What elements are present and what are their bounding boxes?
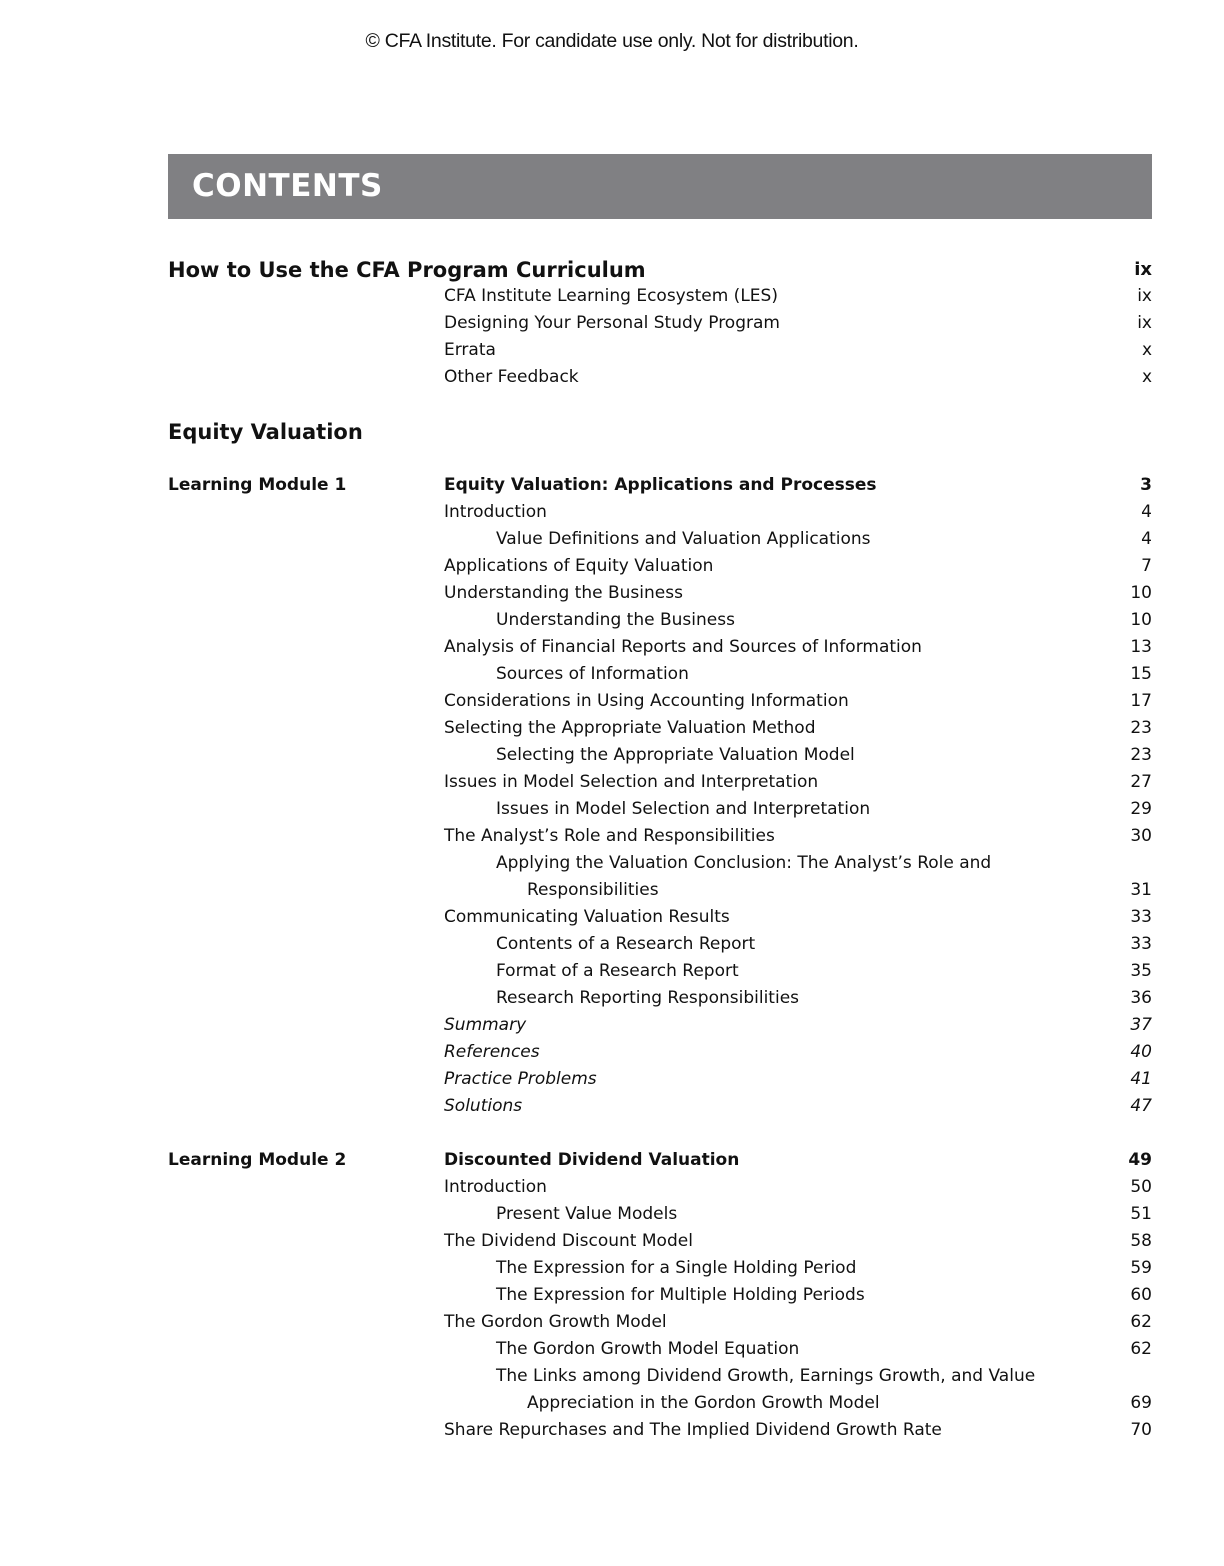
page-number: 69 bbox=[1130, 1393, 1152, 1413]
toc-entry[interactable] bbox=[0, 688, 1224, 715]
toc-entry[interactable] bbox=[0, 283, 1224, 310]
toc-entry[interactable] bbox=[0, 580, 1224, 607]
module-title: Discounted Dividend Valuation bbox=[444, 1150, 740, 1170]
page-number: 40 bbox=[1130, 1042, 1152, 1062]
toc-entry[interactable] bbox=[0, 1282, 1224, 1309]
module-label: Learning Module 1 bbox=[168, 475, 347, 495]
page-number: 15 bbox=[1130, 664, 1152, 684]
copyright-notice: © CFA Institute. For candidate use only. Not for distribution. bbox=[365, 30, 859, 52]
entry-title: Sources of Information bbox=[496, 664, 689, 684]
toc-entry[interactable] bbox=[0, 850, 1224, 877]
toc-entry[interactable] bbox=[0, 742, 1224, 769]
page-number: 36 bbox=[1130, 988, 1152, 1008]
toc-entry[interactable] bbox=[0, 634, 1224, 661]
part-title: Equity Valuation bbox=[168, 420, 363, 444]
page-number: 27 bbox=[1130, 772, 1152, 792]
page-number: 23 bbox=[1130, 718, 1152, 738]
toc-entry[interactable] bbox=[0, 715, 1224, 742]
entry-title: Understanding the Business bbox=[496, 610, 735, 630]
page-number: 70 bbox=[1130, 1420, 1152, 1440]
page-number: 41 bbox=[1130, 1069, 1152, 1089]
entry-title: Designing Your Personal Study Program bbox=[444, 313, 780, 333]
entry-title: Appreciation in the Gordon Growth Model bbox=[527, 1393, 880, 1413]
entry-title: Other Feedback bbox=[444, 367, 579, 387]
page-number: 58 bbox=[1130, 1231, 1152, 1251]
entry-title: Errata bbox=[444, 340, 496, 360]
page-number: 3 bbox=[1140, 475, 1152, 495]
entry-title: Issues in Model Selection and Interpretation bbox=[496, 799, 871, 819]
page-number: 4 bbox=[1141, 529, 1152, 549]
toc-entry[interactable] bbox=[0, 931, 1224, 958]
entry-title: The Gordon Growth Model Equation bbox=[496, 1339, 800, 1359]
toc-entry[interactable] bbox=[0, 1093, 1224, 1120]
toc-entry[interactable] bbox=[0, 1336, 1224, 1363]
entry-title: The Gordon Growth Model bbox=[444, 1312, 667, 1332]
page-number: 59 bbox=[1130, 1258, 1152, 1278]
entry-title: The Links among Dividend Growth, Earnings Growth, and Value bbox=[496, 1366, 1036, 1386]
part-heading[interactable] bbox=[0, 255, 1224, 285]
toc-entry[interactable] bbox=[0, 364, 1224, 391]
page-number: 13 bbox=[1130, 637, 1152, 657]
page-number: 10 bbox=[1130, 610, 1152, 630]
module-label: Learning Module 2 bbox=[168, 1150, 347, 1170]
page-number: x bbox=[1141, 367, 1152, 387]
toc-entry[interactable] bbox=[0, 607, 1224, 634]
page-number: 30 bbox=[1130, 826, 1152, 846]
entry-title: Understanding the Business bbox=[444, 583, 683, 603]
toc-entry[interactable] bbox=[0, 1201, 1224, 1228]
entry-title: Applications of Equity Valuation bbox=[444, 556, 714, 576]
toc-entry[interactable] bbox=[0, 769, 1224, 796]
entry-title: Selecting the Appropriate Valuation Model bbox=[496, 745, 855, 765]
entry-title: Responsibilities bbox=[527, 880, 659, 900]
entry-title: Present Value Models bbox=[496, 1204, 678, 1224]
entry-title: The Expression for a Single Holding Period bbox=[496, 1258, 857, 1278]
page-number: 33 bbox=[1130, 934, 1152, 954]
page-number: 7 bbox=[1141, 556, 1152, 576]
toc-entry[interactable] bbox=[0, 1228, 1224, 1255]
page-number: 49 bbox=[1128, 1150, 1152, 1170]
page-number: 31 bbox=[1130, 880, 1152, 900]
page-number: 29 bbox=[1130, 799, 1152, 819]
page-number: 47 bbox=[1130, 1096, 1152, 1116]
page-number: 4 bbox=[1141, 502, 1152, 522]
entry-title: Issues in Model Selection and Interpretation bbox=[444, 772, 819, 792]
entry-title: Value Definitions and Valuation Applications bbox=[496, 529, 871, 549]
entry-title: Share Repurchases and The Implied Dividend Growth Rate bbox=[444, 1420, 942, 1440]
toc-entry[interactable] bbox=[0, 1012, 1224, 1039]
page-number: x bbox=[1141, 340, 1152, 360]
page-number: 37 bbox=[1130, 1015, 1152, 1035]
toc-entry[interactable] bbox=[0, 526, 1224, 553]
toc-entry[interactable] bbox=[0, 337, 1224, 364]
toc-entry[interactable] bbox=[0, 1039, 1224, 1066]
page-number: ix bbox=[1134, 259, 1152, 280]
entry-title: The Dividend Discount Model bbox=[444, 1231, 693, 1251]
toc-entry[interactable] bbox=[0, 1390, 1224, 1417]
toc-entry[interactable] bbox=[0, 553, 1224, 580]
page-number: 62 bbox=[1130, 1339, 1152, 1359]
toc-entry[interactable] bbox=[0, 1066, 1224, 1093]
toc-entry[interactable] bbox=[0, 310, 1224, 337]
entry-title: Analysis of Financial Reports and Sources of Information bbox=[444, 637, 922, 657]
page-number: 51 bbox=[1130, 1204, 1152, 1224]
entry-title: Considerations in Using Accounting Information bbox=[444, 691, 849, 711]
toc-entry[interactable] bbox=[0, 796, 1224, 823]
page-number: 33 bbox=[1130, 907, 1152, 927]
page-number: 10 bbox=[1130, 583, 1152, 603]
toc-entry[interactable] bbox=[0, 1417, 1224, 1444]
entry-title: Introduction bbox=[444, 1177, 547, 1197]
entry-title: Selecting the Appropriate Valuation Method bbox=[444, 718, 816, 738]
page-title: CONTENTS bbox=[192, 168, 383, 204]
toc-entry[interactable] bbox=[0, 1309, 1224, 1336]
page-number: 60 bbox=[1130, 1285, 1152, 1305]
toc-entry[interactable] bbox=[0, 823, 1224, 850]
entry-title: The Analyst’s Role and Responsibilities bbox=[444, 826, 775, 846]
entry-title: Research Reporting Responsibilities bbox=[496, 988, 800, 1008]
toc-entry[interactable] bbox=[0, 985, 1224, 1012]
part-title: How to Use the CFA Program Curriculum bbox=[168, 258, 646, 282]
toc-entry[interactable] bbox=[0, 661, 1224, 688]
module-heading[interactable] bbox=[0, 1147, 1224, 1174]
page-number: ix bbox=[1137, 286, 1152, 306]
page-number: 62 bbox=[1130, 1312, 1152, 1332]
toc-entry[interactable] bbox=[0, 1255, 1224, 1282]
page-number: 17 bbox=[1130, 691, 1152, 711]
entry-title: Summary bbox=[444, 1015, 527, 1035]
page-number: 50 bbox=[1130, 1177, 1152, 1197]
entry-title: Format of a Research Report bbox=[496, 961, 739, 981]
part-heading[interactable] bbox=[0, 417, 1224, 447]
entry-title: Introduction bbox=[444, 502, 547, 522]
entry-title: References bbox=[444, 1042, 540, 1062]
toc-entry[interactable] bbox=[0, 1363, 1224, 1390]
toc-entry[interactable] bbox=[0, 958, 1224, 985]
toc-entry[interactable] bbox=[0, 499, 1224, 526]
entry-title: Contents of a Research Report bbox=[496, 934, 756, 954]
entry-title: Applying the Valuation Conclusion: The Analyst’s Role and bbox=[496, 853, 992, 873]
entry-title: Solutions bbox=[444, 1096, 523, 1116]
module-heading[interactable] bbox=[0, 472, 1224, 499]
entry-title: Practice Problems bbox=[444, 1069, 597, 1089]
toc-entry[interactable] bbox=[0, 904, 1224, 931]
entry-title: The Expression for Multiple Holding Periods bbox=[496, 1285, 865, 1305]
entry-title: Communicating Valuation Results bbox=[444, 907, 730, 927]
toc-entry[interactable] bbox=[0, 877, 1224, 904]
page-number: 23 bbox=[1130, 745, 1152, 765]
page-number: 35 bbox=[1130, 961, 1152, 981]
module-title: Equity Valuation: Applications and Processes bbox=[444, 475, 877, 495]
entry-title: CFA Institute Learning Ecosystem (LES) bbox=[444, 286, 778, 306]
page-number: ix bbox=[1137, 313, 1152, 333]
toc-entry[interactable] bbox=[0, 1174, 1224, 1201]
